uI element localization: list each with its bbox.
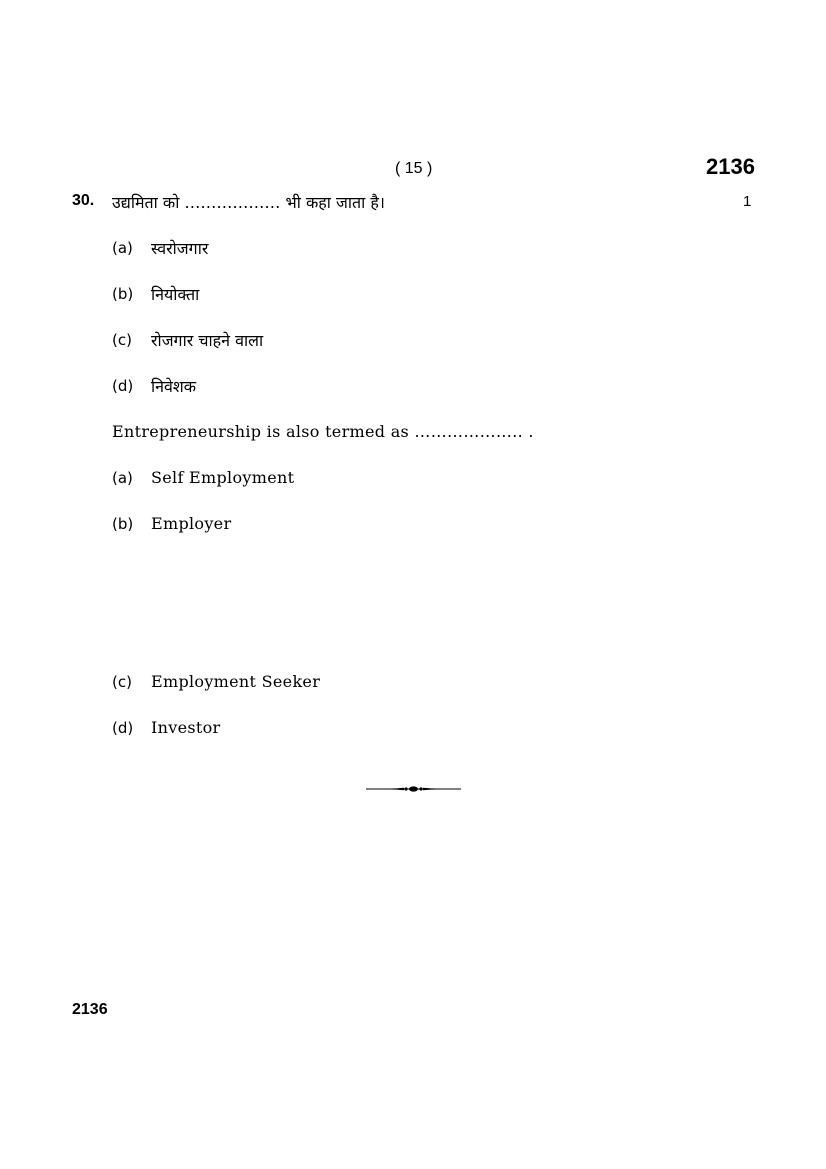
option-text-english-a: Self Employment	[151, 468, 295, 487]
question-number: 30.	[72, 192, 95, 209]
option-text-hindi-c: रोजगार चाहने वाला	[151, 331, 264, 350]
option-text-hindi-a: स्वरोजगार	[151, 239, 209, 258]
page-number: ( 15 )	[395, 160, 433, 177]
question-text-hindi: उद्यमिता को ……………… भी कहा जाता है।	[112, 193, 385, 212]
option-text-hindi-b: नियोक्ता	[151, 285, 200, 304]
option-text-english-d: Investor	[151, 718, 221, 737]
option-label-english-b: (b)	[112, 515, 134, 533]
question-text-english: Entrepreneurship is also termed as ……………….. .	[112, 422, 534, 441]
paper-code-header: 2136	[706, 154, 755, 179]
option-label-english-d: (d)	[112, 719, 134, 737]
question-marks: 1	[743, 193, 752, 210]
option-label-hindi-c: (c)	[112, 331, 132, 349]
option-label-hindi-b: (b)	[112, 285, 134, 303]
option-label-english-c: (c)	[112, 673, 132, 691]
option-text-english-c: Employment Seeker	[151, 672, 321, 691]
option-text-hindi-d: निवेशक	[151, 377, 197, 396]
option-label-english-a: (a)	[112, 469, 133, 487]
option-label-hindi-d: (d)	[112, 377, 134, 395]
end-ornament-icon	[366, 781, 461, 797]
option-label-hindi-a: (a)	[112, 239, 133, 257]
paper-code-footer: 2136	[72, 1001, 108, 1018]
option-text-english-b: Employer	[151, 514, 232, 533]
